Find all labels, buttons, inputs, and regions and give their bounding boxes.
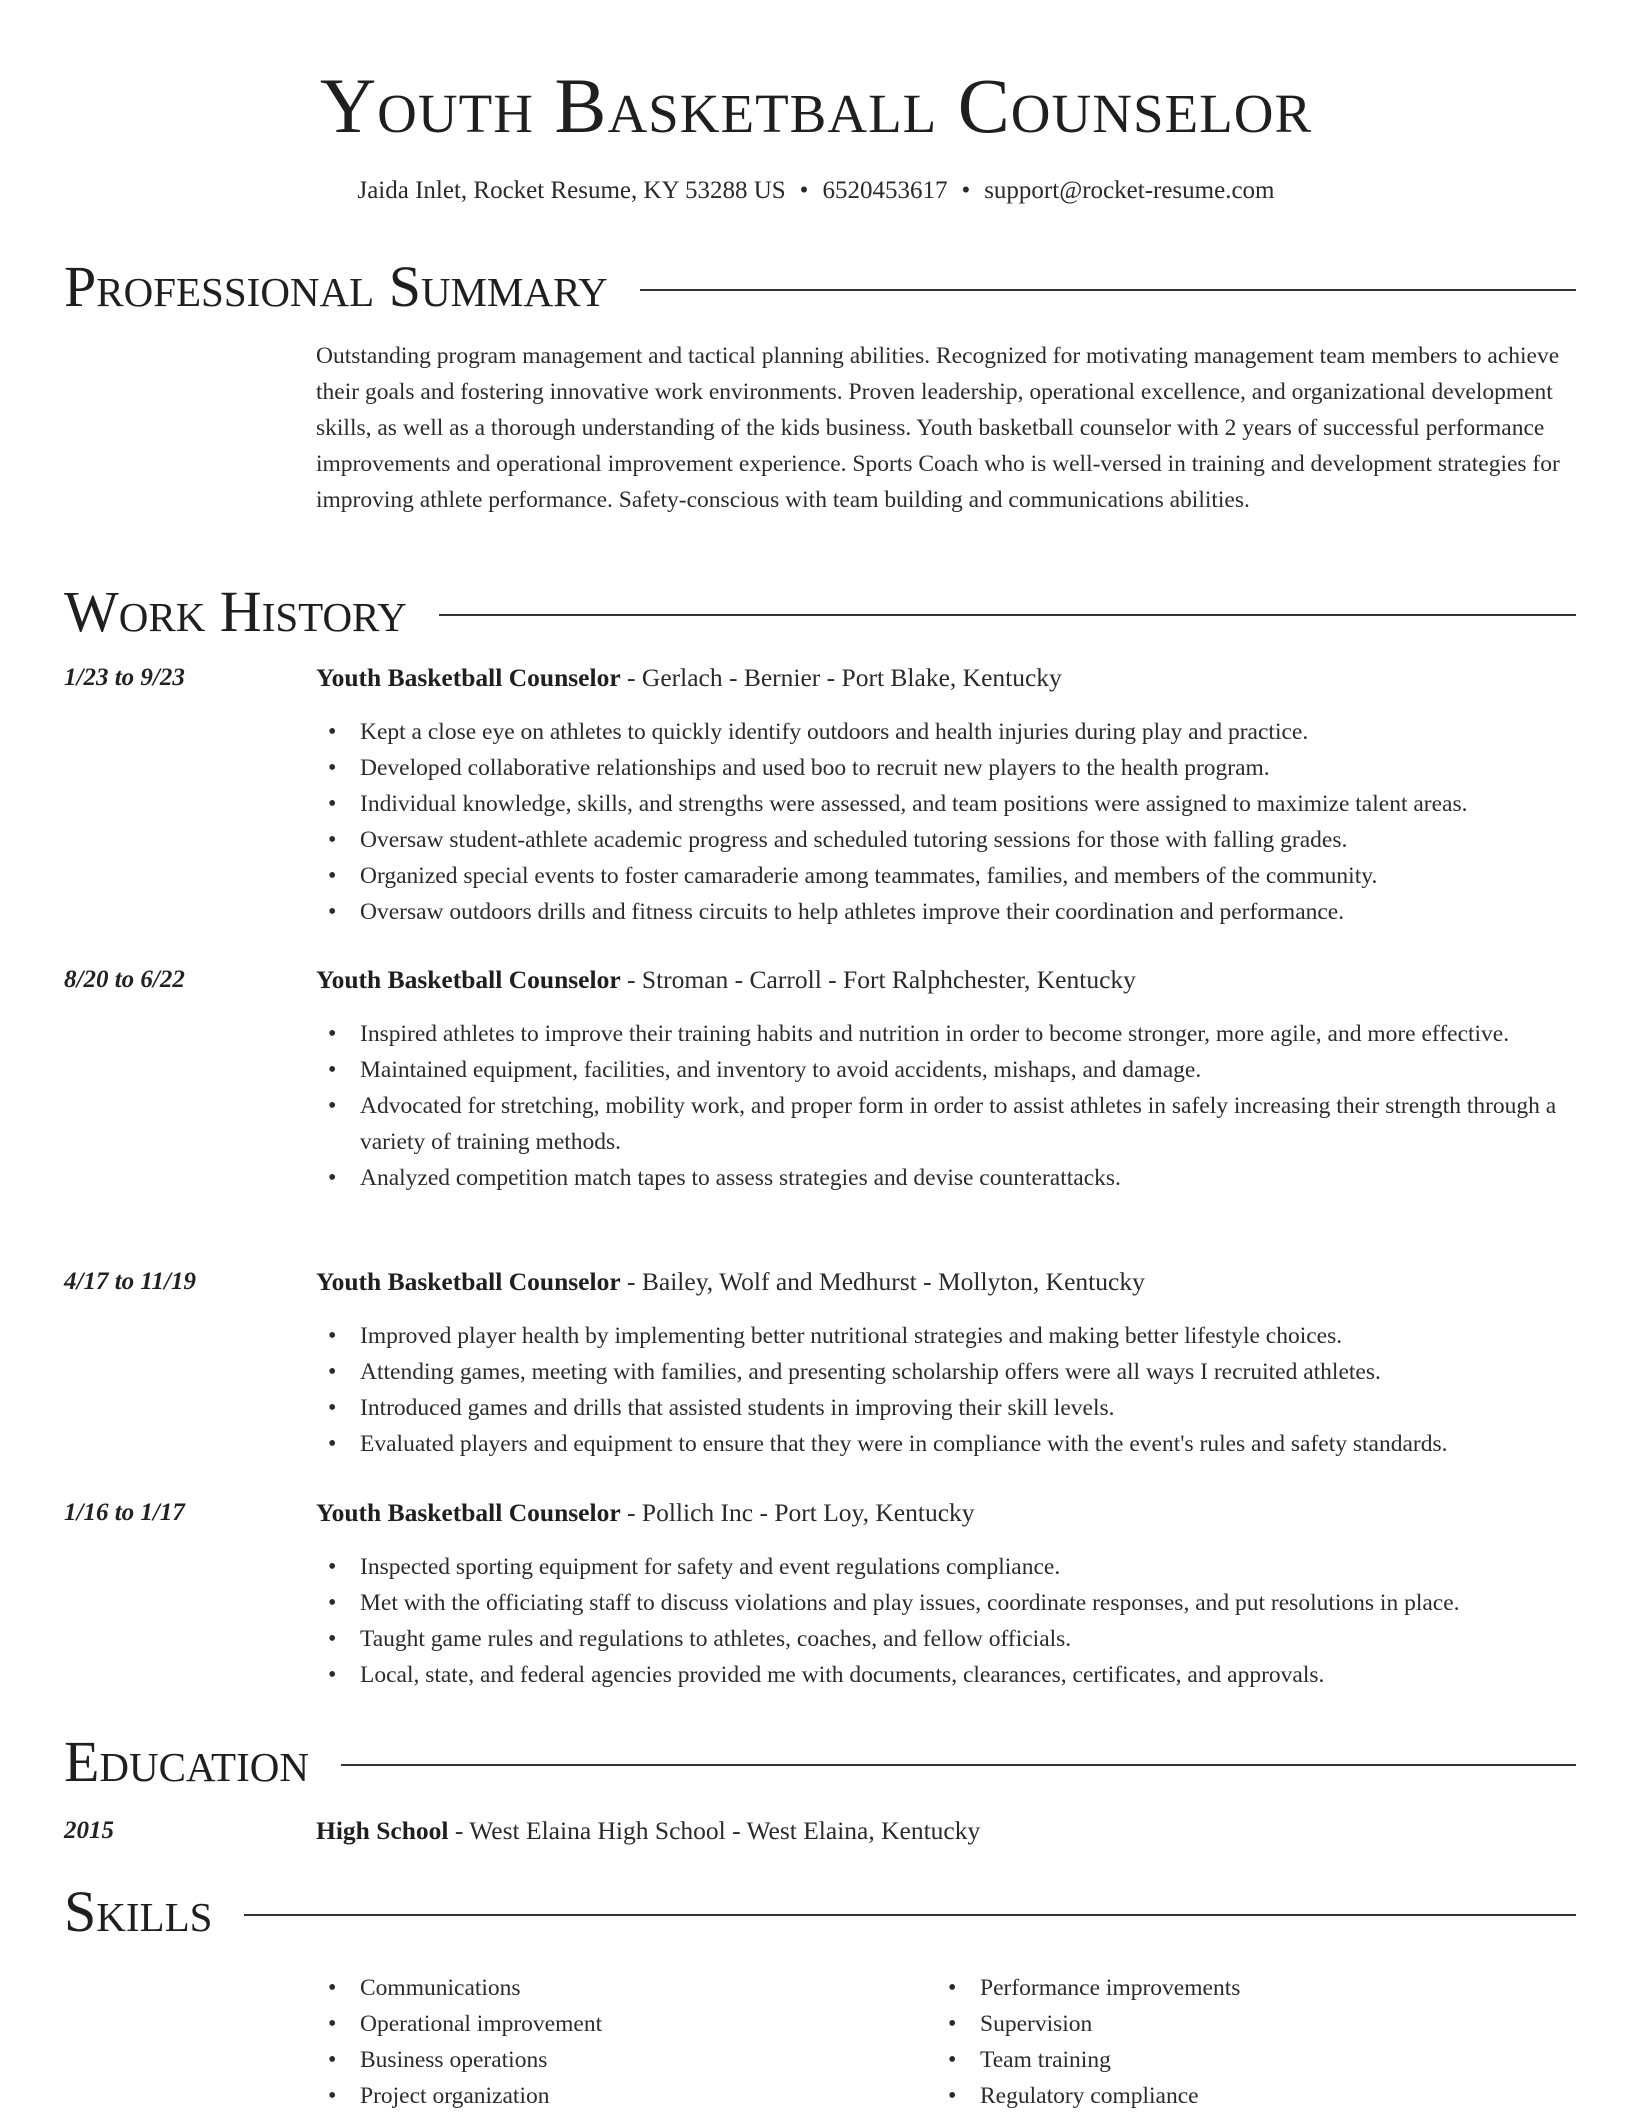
job-bullet: • Kept a close eye on athletes to quickly identify outdoors and health injuries during play and practice.	[360, 714, 1560, 750]
job-bullet: • Inspired athletes to improve their training habits and nutrition in order to become stronger, more agile, and more effective.	[360, 1016, 1560, 1052]
job-title: Youth Basketball Counselor	[316, 663, 621, 692]
job-bullet: • Evaluated players and equipment to ensure that they were in compliance with the event's rules and safety standards.	[360, 1426, 1560, 1462]
job-title: Youth Basketball Counselor	[316, 1498, 621, 1527]
contact-separator: •	[799, 177, 809, 204]
work-section-title: Work History	[64, 579, 407, 644]
job-bullet: • Introduced games and drills that assisted students in improving their skill levels.	[360, 1390, 1560, 1426]
education-school: - West Elaina High School - West Elaina, Kentucky	[448, 1816, 981, 1845]
job-employer: - Pollich Inc - Port Loy, Kentucky	[620, 1498, 975, 1527]
job-bullets	[360, 1318, 1560, 1462]
contact-phone: 6520453617	[822, 177, 948, 204]
job-dates: 4/17 to 11/19	[64, 1268, 196, 1295]
work-section-header	[64, 580, 1576, 644]
skill-item: • Team training	[980, 2042, 1540, 2078]
job-bullets	[360, 1549, 1560, 1693]
job-heading	[316, 962, 1136, 998]
education-heading	[316, 1813, 980, 1849]
job-bullet: • Individual knowledge, skills, and strengths were assessed, and team positions were assigned to maximize talent areas.	[360, 786, 1560, 822]
job-heading	[316, 1264, 1145, 1300]
skill-item: • Regulatory compliance	[980, 2078, 1540, 2114]
contact-address: Jaida Inlet, Rocket Resume, KY 53288 US	[357, 177, 786, 204]
skill-item: • Supervision	[980, 2006, 1540, 2042]
job-bullet: • Oversaw student-athlete academic progress and scheduled tutoring sessions for those with falling grades.	[360, 822, 1560, 858]
contact-line	[0, 174, 1632, 208]
skill-item: • Communications	[360, 1970, 920, 2006]
job-bullet: • Local, state, and federal agencies provided me with documents, clearances, certificates, and approvals.	[360, 1657, 1560, 1693]
job-bullet: • Advocated for stretching, mobility work, and proper form in order to assist athletes in safely increasing their strength through a variety of training methods.	[360, 1088, 1560, 1160]
section-divider	[244, 1914, 1576, 1916]
job-bullet: • Developed collaborative relationships and used boo to recruit new players to the health program.	[360, 750, 1560, 786]
job-bullet: • Attending games, meeting with families, and presenting scholarship offers were all ways I recruited athletes.	[360, 1354, 1560, 1390]
education-degree: High School	[316, 1816, 449, 1845]
contact-separator: •	[961, 177, 971, 204]
job-title: Youth Basketball Counselor	[316, 965, 621, 994]
job-bullet: • Organized special events to foster camaraderie among teammates, families, and members of the community.	[360, 858, 1560, 894]
job-title: Youth Basketball Counselor	[316, 1267, 621, 1296]
job-dates: 8/20 to 6/22	[64, 966, 185, 993]
job-bullet: • Maintained equipment, facilities, and inventory to avoid accidents, mishaps, and damage.	[360, 1052, 1560, 1088]
job-bullets	[360, 1016, 1560, 1196]
job-bullet: • Met with the officiating staff to discuss violations and play issues, coordinate responses, and put resolutions in place.	[360, 1585, 1560, 1621]
skill-item: • Business operations	[360, 2042, 920, 2078]
skills-column-right	[980, 1970, 1540, 2114]
job-employer: - Gerlach - Bernier - Port Blake, Kentucky	[620, 663, 1062, 692]
skill-item: • Project organization	[360, 2078, 920, 2114]
skills-column-left	[360, 1970, 920, 2114]
job-dates: 1/23 to 9/23	[64, 664, 185, 691]
summary-section-title: Professional Summary	[64, 254, 608, 319]
skills-section-title: Skills	[64, 1879, 213, 1944]
skill-item: • Performance improvements	[980, 1970, 1540, 2006]
job-employer: - Stroman - Carroll - Fort Ralphchester, Kentucky	[620, 965, 1136, 994]
job-bullet: • Oversaw outdoors drills and fitness circuits to help athletes improve their coordination and performance.	[360, 894, 1560, 930]
job-dates: 1/16 to 1/17	[64, 1499, 185, 1526]
job-bullet: • Analyzed competition match tapes to assess strategies and devise counterattacks.	[360, 1160, 1560, 1196]
education-section-header	[64, 1730, 1576, 1794]
summary-text: Outstanding program management and tactical planning abilities. Recognized for motivating management team members to achieve their goals and fostering innovative work environments. Proven leadership, operational excellence, and organizational development skills, as well as a thorough understanding of the kids business. Youth basketball counselor with 2 years of successful performance improvements and operational improvement experience. Sports Coach who is well-versed in training and development strategies for improving athlete performance. Safety-conscious with team building and communications abilities.	[316, 343, 1560, 513]
education-section-title: Education	[64, 1729, 309, 1794]
section-divider	[341, 1764, 1576, 1766]
section-divider	[439, 614, 1576, 616]
job-heading	[316, 660, 1062, 696]
skill-item: • Operational improvement	[360, 2006, 920, 2042]
resume-name: Youth Basketball Counselor	[319, 62, 1313, 149]
job-employer: - Bailey, Wolf and Medhurst - Mollyton, Kentucky	[620, 1267, 1145, 1296]
summary-section-header	[64, 255, 1576, 319]
job-bullet: • Taught game rules and regulations to athletes, coaches, and fellow officials.	[360, 1621, 1560, 1657]
job-bullets	[360, 714, 1560, 930]
job-bullet: • Improved player health by implementing better nutritional strategies and making better lifestyle choices.	[360, 1318, 1560, 1354]
skills-section-header	[64, 1880, 1576, 1944]
education-year: 2015	[64, 1817, 114, 1844]
job-bullet: • Inspected sporting equipment for safety and event regulations compliance.	[360, 1549, 1560, 1585]
job-heading	[316, 1495, 975, 1531]
section-divider	[640, 289, 1576, 291]
contact-email: support@rocket-resume.com	[984, 177, 1275, 204]
